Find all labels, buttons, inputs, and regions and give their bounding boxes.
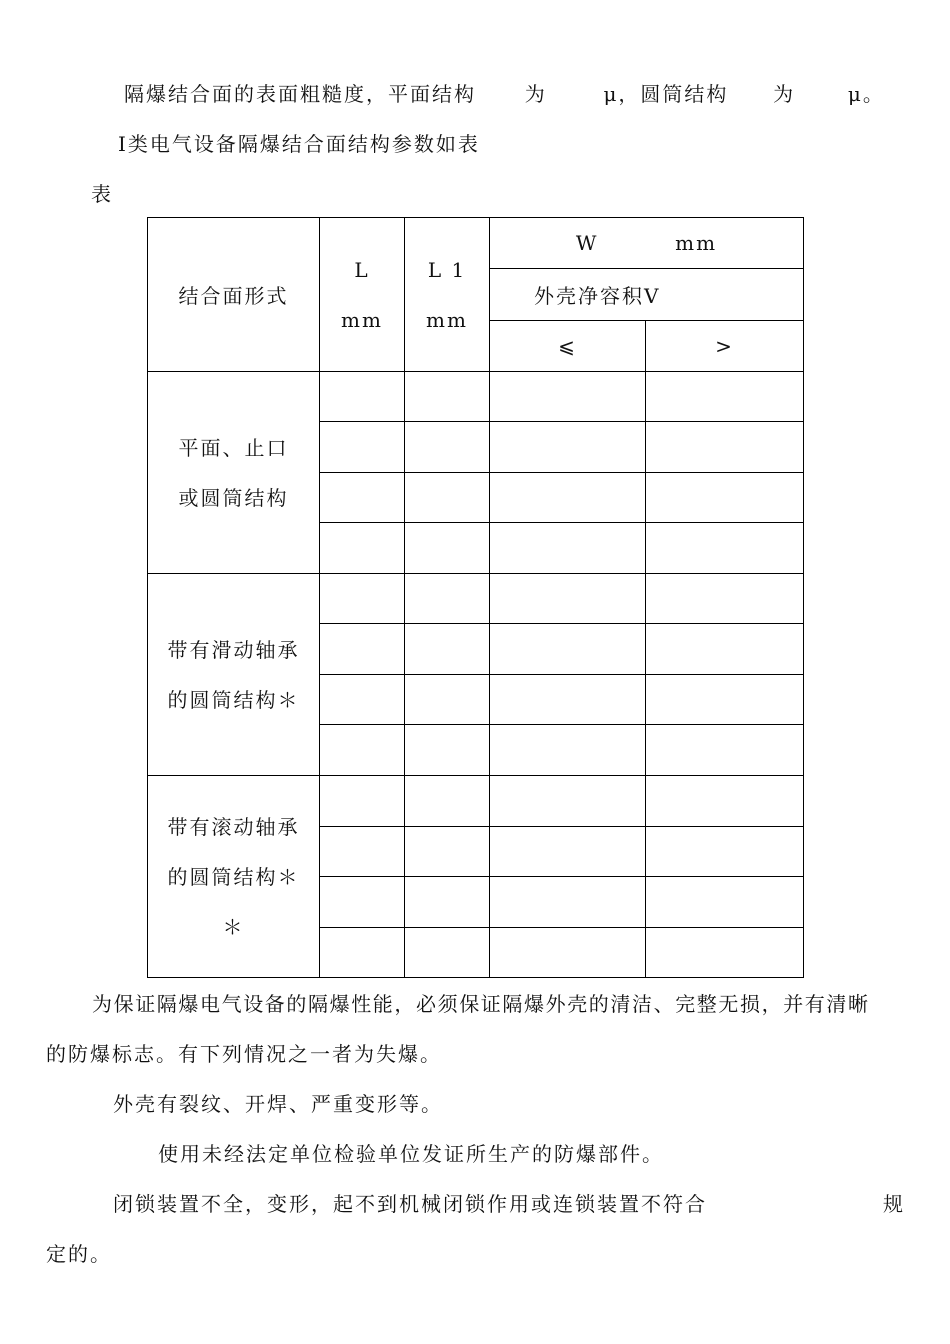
- cell: [320, 473, 405, 523]
- list-item-interlock-line1: 闭锁装置不全，变形，起不到机械闭锁作用或连锁装置不符合: [113, 1192, 707, 1216]
- cell: [490, 473, 646, 523]
- cell: [320, 372, 405, 422]
- header-L-unit: mm: [341, 307, 383, 332]
- cell: [320, 827, 405, 877]
- cell: [490, 928, 646, 978]
- header-joint-form: 结合面形式: [148, 218, 320, 372]
- cell: [405, 422, 490, 473]
- header-W-label: W: [575, 231, 599, 255]
- roughness-text-b: 为: [524, 82, 547, 106]
- header-L-label: L: [354, 257, 370, 282]
- cell: [646, 675, 804, 725]
- roughness-text-a: 隔爆结合面的表面粗糙度，平面结构: [124, 82, 476, 106]
- header-gt: >: [646, 321, 804, 372]
- cell: [646, 473, 804, 523]
- cell: [405, 372, 490, 422]
- cell: [490, 827, 646, 877]
- cell: [646, 574, 804, 624]
- header-L1-unit: mm: [426, 307, 468, 332]
- cell: [320, 928, 405, 978]
- header-W-unit: mm: [675, 231, 718, 255]
- cell: [646, 827, 804, 877]
- cell: [405, 574, 490, 624]
- paragraph-table-intro: Ⅰ类电气设备隔爆结合面结构参数如表: [118, 132, 480, 156]
- cell: [405, 725, 490, 776]
- group-sliding-line1: 带有滑动轴承: [167, 637, 300, 662]
- group-rolling-line2: 的圆筒结构＊: [167, 864, 300, 889]
- cell: [405, 624, 490, 675]
- paragraph-maintenance-line1: 为保证隔爆电气设备的隔爆性能，必须保证隔爆外壳的清洁、完整无损，并有清晰: [92, 992, 870, 1016]
- cell: [646, 422, 804, 473]
- cell: [490, 725, 646, 776]
- cell: [405, 473, 490, 523]
- header-le: ⩽: [490, 321, 646, 372]
- roughness-text-e: μ。: [847, 82, 885, 106]
- group-rolling-line3: ＊: [222, 914, 245, 939]
- header-L: [320, 218, 405, 372]
- cell: [490, 675, 646, 725]
- cell: [646, 523, 804, 574]
- roughness-text-c: μ，圆筒结构: [603, 82, 729, 106]
- list-item-interlock-line2: 定的。: [46, 1242, 112, 1266]
- list-item-uncertified-parts: 使用未经法定单位检验单位发证所生产的防爆部件。: [158, 1142, 664, 1166]
- header-volume: 外壳净容积Ⅴ: [490, 269, 804, 321]
- cell: [646, 624, 804, 675]
- list-item-cracks: 外壳有裂纹、开焊、严重变形等。: [113, 1092, 443, 1116]
- cell: [320, 422, 405, 473]
- cell: [405, 877, 490, 928]
- group-rolling-line1: 带有滚动轴承: [167, 814, 300, 839]
- cell: [490, 776, 646, 827]
- cell: [646, 877, 804, 928]
- cell: [646, 928, 804, 978]
- cell: [490, 523, 646, 574]
- cell: [320, 725, 405, 776]
- row-group-rolling-bearing: [148, 776, 320, 978]
- cell: [320, 523, 405, 574]
- table-caption: 表: [91, 182, 113, 206]
- cell: [646, 776, 804, 827]
- group-sliding-line2: 的圆筒结构＊: [167, 687, 300, 712]
- group-plane-line1: 平面、止口: [178, 435, 289, 460]
- cell: [405, 675, 490, 725]
- paragraph-roughness: [124, 78, 885, 107]
- cell: [405, 523, 490, 574]
- cell: [490, 877, 646, 928]
- header-L1: [405, 218, 490, 372]
- row-group-sliding-bearing: [148, 574, 320, 776]
- cell: [320, 877, 405, 928]
- cell: [405, 776, 490, 827]
- cell: [490, 372, 646, 422]
- cell: [405, 928, 490, 978]
- header-L1-label: L 1: [427, 257, 467, 282]
- cell: [320, 574, 405, 624]
- cell: [490, 422, 646, 473]
- paragraph-maintenance-line2: 的防爆标志。有下列情况之一者为失爆。: [46, 1042, 442, 1066]
- roughness-text-d: 为: [773, 82, 796, 106]
- cell: [646, 725, 804, 776]
- cell: [646, 372, 804, 422]
- cell: [320, 624, 405, 675]
- group-plane-line2: 或圆筒结构: [178, 485, 289, 510]
- flameproof-parameter-table: [147, 217, 804, 978]
- cell: [320, 776, 405, 827]
- cell: [490, 574, 646, 624]
- cell: [405, 827, 490, 877]
- list-item-interlock-tail: 规: [883, 1192, 905, 1216]
- cell: [490, 624, 646, 675]
- row-group-plane: [148, 372, 320, 574]
- header-W: [490, 218, 804, 269]
- cell: [320, 675, 405, 725]
